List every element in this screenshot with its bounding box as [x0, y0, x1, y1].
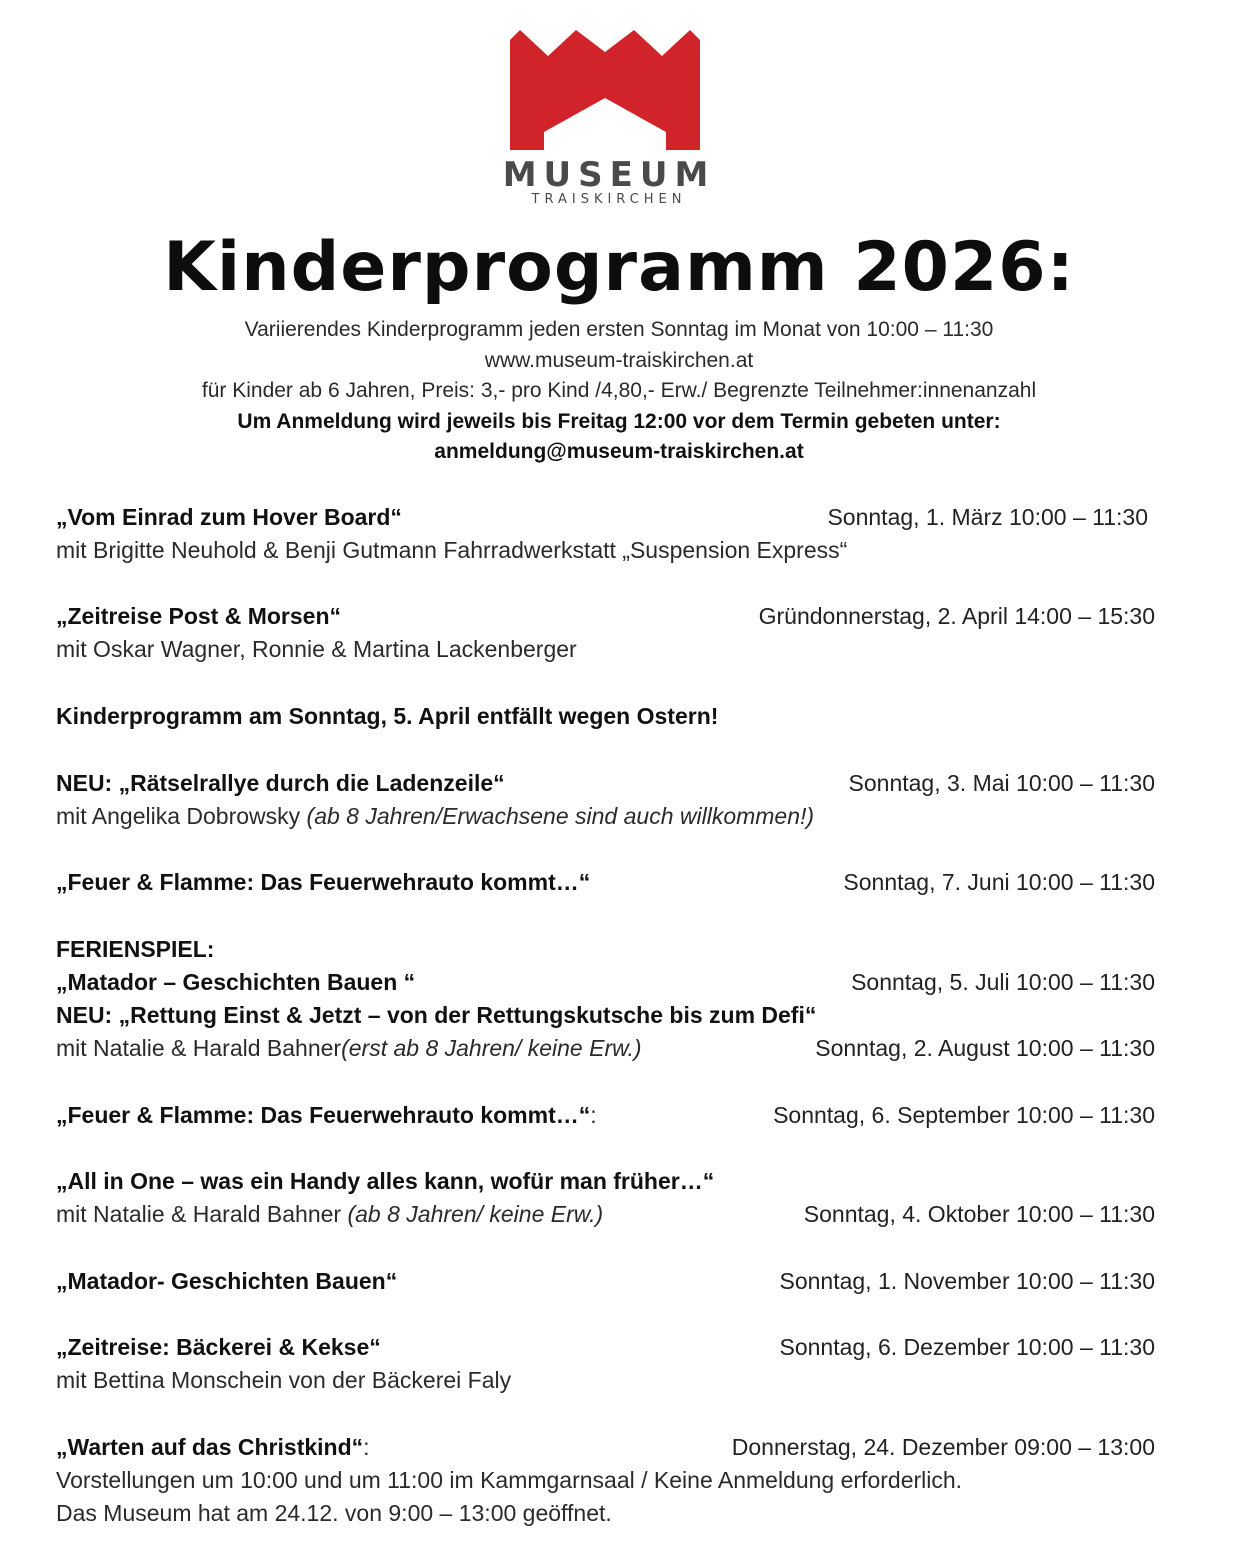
event-detail: mit Angelika Dobrowsky [56, 803, 301, 829]
event-title-wrap [56, 1432, 370, 1462]
event-detail: mit Natalie & Harald Bahner [56, 1035, 342, 1061]
event-detail: mit Bettina Monschein von der Bäckerei Faly [56, 1367, 512, 1393]
event-date: Sonntag, 5. Juli 10:00 – 11:30 [851, 969, 1155, 995]
event-detail-row [56, 1033, 1182, 1063]
event-row [56, 867, 1182, 897]
event-title: NEU: „Rettung Einst & Jetzt – von der Rettungskutsche bis zum Defi“ [56, 1002, 817, 1028]
event-title-suffix: : [590, 1102, 597, 1128]
crown-logo-icon [510, 28, 700, 150]
notice-row [56, 701, 1182, 731]
event-date: Sonntag, 2. August 10:00 – 11:30 [815, 1035, 1155, 1061]
event-note: (erst ab 8 Jahren/ keine Erw.) [341, 1035, 642, 1061]
intro-price: für Kinder ab 6 Jahren, Preis: 3,- pro Kind /4,80,- Erw./ Begrenzte Teilnehmer:innenanzahl [201, 379, 1037, 402]
event-detail: Das Museum hat am 24.12. von 9:00 – 13:00 geöffnet. [56, 1500, 612, 1526]
event-title: „Zeitreise Post & Morsen“ [56, 603, 342, 629]
event-date: Sonntag, 1. März 10:00 – 11:30 [827, 504, 1148, 530]
event-date: Sonntag, 1. November 10:00 – 11:30 [779, 1268, 1155, 1294]
event-date: Sonntag, 4. Oktober 10:00 – 11:30 [803, 1201, 1155, 1227]
event-title: NEU: „Rätselrallye durch die Ladenzeile“ [56, 770, 505, 796]
event-note: (ab 8 Jahren/Erwachsene sind auch willkommen!) [306, 803, 815, 829]
event-row [56, 1332, 1182, 1362]
email-link[interactable]: anmeldung@museum-traiskirchen.at [434, 440, 804, 463]
event-date: Sonntag, 3. Mai 10:00 – 11:30 [848, 770, 1155, 796]
event-row [56, 967, 1182, 997]
event-title-suffix: : [363, 1434, 370, 1460]
event-row [56, 601, 1182, 631]
event-detail-row [56, 1465, 1182, 1495]
event-detail-row [56, 801, 1182, 831]
intro-schedule: Variierendes Kinderprogramm jeden ersten Sonntag im Monat von 10:00 – 11:30 [244, 318, 994, 341]
website-link[interactable]: www.museum-traiskirchen.at [484, 348, 754, 372]
event-detail: mit Natalie & Harald Bahner [56, 1201, 342, 1227]
page-title: Kinderprogramm 2026: [163, 228, 1075, 307]
event-row [56, 1000, 1182, 1030]
event-detail: mit Brigitte Neuhold & Benji Gutmann Fahrradwerkstatt „Suspension Express“ [56, 537, 848, 563]
section-heading-row [56, 934, 1182, 964]
event-date: Donnerstag, 24. Dezember 09:00 – 13:00 [731, 1434, 1155, 1460]
event-title: „Feuer & Flamme: Das Feuerwehrauto kommt…“ [56, 1102, 591, 1128]
event-date: Sonntag, 6. Dezember 10:00 – 11:30 [779, 1334, 1155, 1360]
event-detail: mit Oskar Wagner, Ronnie & Martina Lackenberger [56, 636, 577, 662]
event-row [56, 768, 1182, 798]
event-detail-row [56, 1498, 1182, 1528]
event-row [56, 1100, 1182, 1130]
event-date: Sonntag, 6. September 10:00 – 11:30 [773, 1102, 1155, 1128]
logo-subtitle: TRAISKIRCHEN [531, 192, 687, 207]
event-title: „Matador- Geschichten Bauen“ [56, 1268, 398, 1294]
section-heading: FERIENSPIEL: [56, 936, 215, 962]
event-note: (ab 8 Jahren/ keine Erw.) [347, 1201, 604, 1227]
event-title-wrap [56, 1100, 597, 1130]
event-row [56, 502, 1182, 532]
event-detail-row [56, 1365, 1182, 1395]
event-detail-row [56, 535, 1182, 565]
event-detail-row [56, 1199, 1182, 1229]
event-detail-wrap [56, 801, 814, 831]
event-detail: Vorstellungen um 10:00 und um 11:00 im Kammgarnsaal / Keine Anmeldung erforderlich. [56, 1467, 963, 1493]
event-title: „All in One – was ein Handy alles kann, wofür man früher…“ [56, 1168, 715, 1194]
event-row [56, 1166, 1182, 1196]
event-row [56, 1266, 1182, 1296]
event-title: „Warten auf das Christkind“ [56, 1434, 364, 1460]
event-title: „Matador – Geschichten Bauen “ [56, 969, 416, 995]
museum-logo [0, 28, 1238, 207]
event-title: „Zeitreise: Bäckerei & Kekse“ [56, 1334, 381, 1360]
event-row [56, 1432, 1182, 1462]
event-date: Gründonnerstag, 2. April 14:00 – 15:30 [758, 603, 1155, 629]
intro-block [0, 315, 1238, 468]
cancellation-notice: Kinderprogramm am Sonntag, 5. April entfällt wegen Ostern! [56, 703, 719, 729]
event-detail-wrap [56, 1199, 603, 1229]
event-title: „Feuer & Flamme: Das Feuerwehrauto kommt…“ [56, 869, 591, 895]
event-date: Sonntag, 7. Juni 10:00 – 11:30 [843, 869, 1155, 895]
intro-registration: Um Anmeldung wird jeweils bis Freitag 12:00 vor dem Termin gebeten unter: [237, 409, 1001, 433]
event-detail-wrap [56, 1033, 642, 1063]
logo-wordmark: MUSEUM [502, 155, 716, 195]
event-title: „Vom Einrad zum Hover Board“ [56, 504, 402, 530]
event-detail-row [56, 634, 1182, 664]
